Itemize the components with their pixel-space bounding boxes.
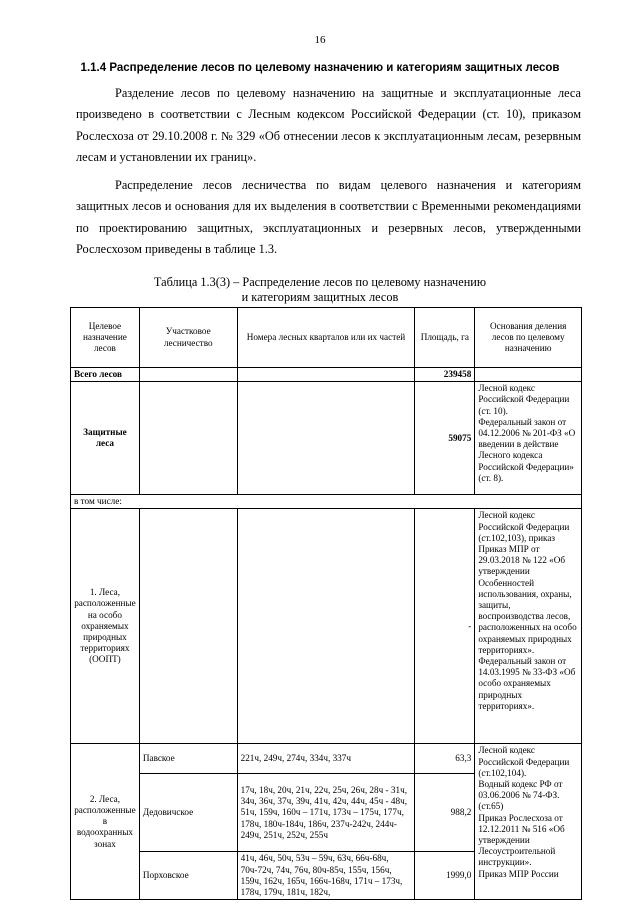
protective-basis: Лесной кодекс Российской Федерации (ст. 10). Федеральный закон от 04.12.2006 № 201-ФЗ «О введении в действие Лесного кодекса Российской Федерации» (ст. 8). — [475, 382, 582, 495]
water-quarters: 41ч, 46ч, 50ч, 53ч – 59ч, 63ч, 66ч-68ч, 70ч-72ч, 74ч, 76ч, 80ч-85ч, 155ч, 156ч, 159ч, 162ч, 165ч, 166ч-168ч, 171ч – 173ч, 178ч, 179ч, 181ч, 182ч, — [237, 852, 415, 900]
header-district: Участковое лесничество — [139, 308, 237, 368]
water-quarters: 17ч, 18ч, 20ч, 21ч, 22ч, 25ч, 26ч, 28ч - 31ч, 34ч, 36ч, 37ч, 39ч, 41ч, 42ч, 44ч, 45ч - 48ч, 51ч, 159ч, 160ч – 171ч, 173ч – 175ч, 177ч, 178ч, 180ч-184ч, 186ч, 237ч-242ч, 244ч- 249ч, 251ч, 252ч, 255ч — [237, 774, 415, 852]
water-district: Павское — [139, 744, 237, 774]
table-row-oopt — [71, 509, 582, 744]
header-quarters: Номера лесных кварталов или их частей — [237, 308, 415, 368]
table-caption: Таблица 1.3(3) – Распределение лесов по целевому назначению — [153, 275, 487, 289]
oopt-area: - — [415, 509, 475, 744]
table-header-row — [71, 308, 582, 368]
total-label: Всего лесов — [71, 368, 140, 382]
protective-area: 59075 — [415, 382, 475, 495]
header-purpose: Целевое назначение лесов — [71, 308, 140, 368]
header-area: Площадь, га — [415, 308, 475, 368]
paragraph-1: Разделение лесов по целевому назначению на защитные и эксплуатационные леса произведено в соответствии с Лесным кодексом Российской Федерации (ст. 10), приказом Рослесхоза от 29.10.2008 г. № 329 «Об отнесении лесов к эксплуатационным лесам, резервным лесам и установлении их границ». — [76, 86, 581, 164]
water-area: 1999,0 — [415, 852, 475, 900]
table-row-including — [71, 495, 582, 509]
water-district: Порховское — [139, 852, 237, 900]
total-area: 239458 — [415, 368, 475, 382]
paragraph-2: Распределение лесов лесничества по видам целевого назначения и категориям защитных лесов и основания для их выделения в соответствии с Временными рекомендациями по проектированию защитных, эксплуатационных и резервных лесов, утвержденными Рослесхозом приведены в таблице 1.3. — [76, 178, 581, 256]
water-area: 988,2 — [415, 774, 475, 852]
header-basis: Основания деления лесов по целевому назначению — [475, 308, 582, 368]
water-label: 2. Леса, расположенные в водоохранных зонах — [71, 744, 140, 900]
table-row-protective — [71, 382, 582, 495]
water-district: Дедовичское — [139, 774, 237, 852]
including-label: в том числе: — [71, 495, 582, 509]
page-number: 16 — [314, 34, 326, 46]
forest-distribution-table — [70, 307, 582, 900]
table-caption-line2: и категориям защитных лесов — [241, 290, 399, 304]
table-row-water-1 — [71, 744, 582, 774]
section-heading: 1.1.4 Распределение лесов по целевому назначению и категориям защитных лесов — [80, 62, 560, 74]
water-quarters: 221ч, 249ч, 274ч, 334ч, 337ч — [237, 744, 415, 774]
water-area: 63,3 — [415, 744, 475, 774]
water-basis: Лесной кодекс Российской Федерации (ст.102,104). Водный кодекс РФ от 03.06.2006 № 74-ФЗ. (ст.65) Приказ Рослесхоза от 12.12.2011 № 516 «Об утверждении Лесоустроительной инструкции». Приказ МПР России — [475, 744, 582, 900]
oopt-label: 1. Леса, расположенные на особо охраняемых природных территориях (ООПТ) — [71, 509, 140, 744]
protective-label: Защитные леса — [71, 382, 140, 495]
oopt-basis: Лесной кодекс Российской Федерации (ст.102,103), приказ Приказ МПР от 29.03.2018 № 122 «Об утверждении Особенностей использования, охраны, защиты, воспроизводства лесов, расположенных на особо охраняемых природных территориях». Федеральный закон от 14.03.1995 № 33-ФЗ «Об особо охраняемых природных территориях». — [475, 509, 582, 744]
table-row-total — [71, 368, 582, 382]
